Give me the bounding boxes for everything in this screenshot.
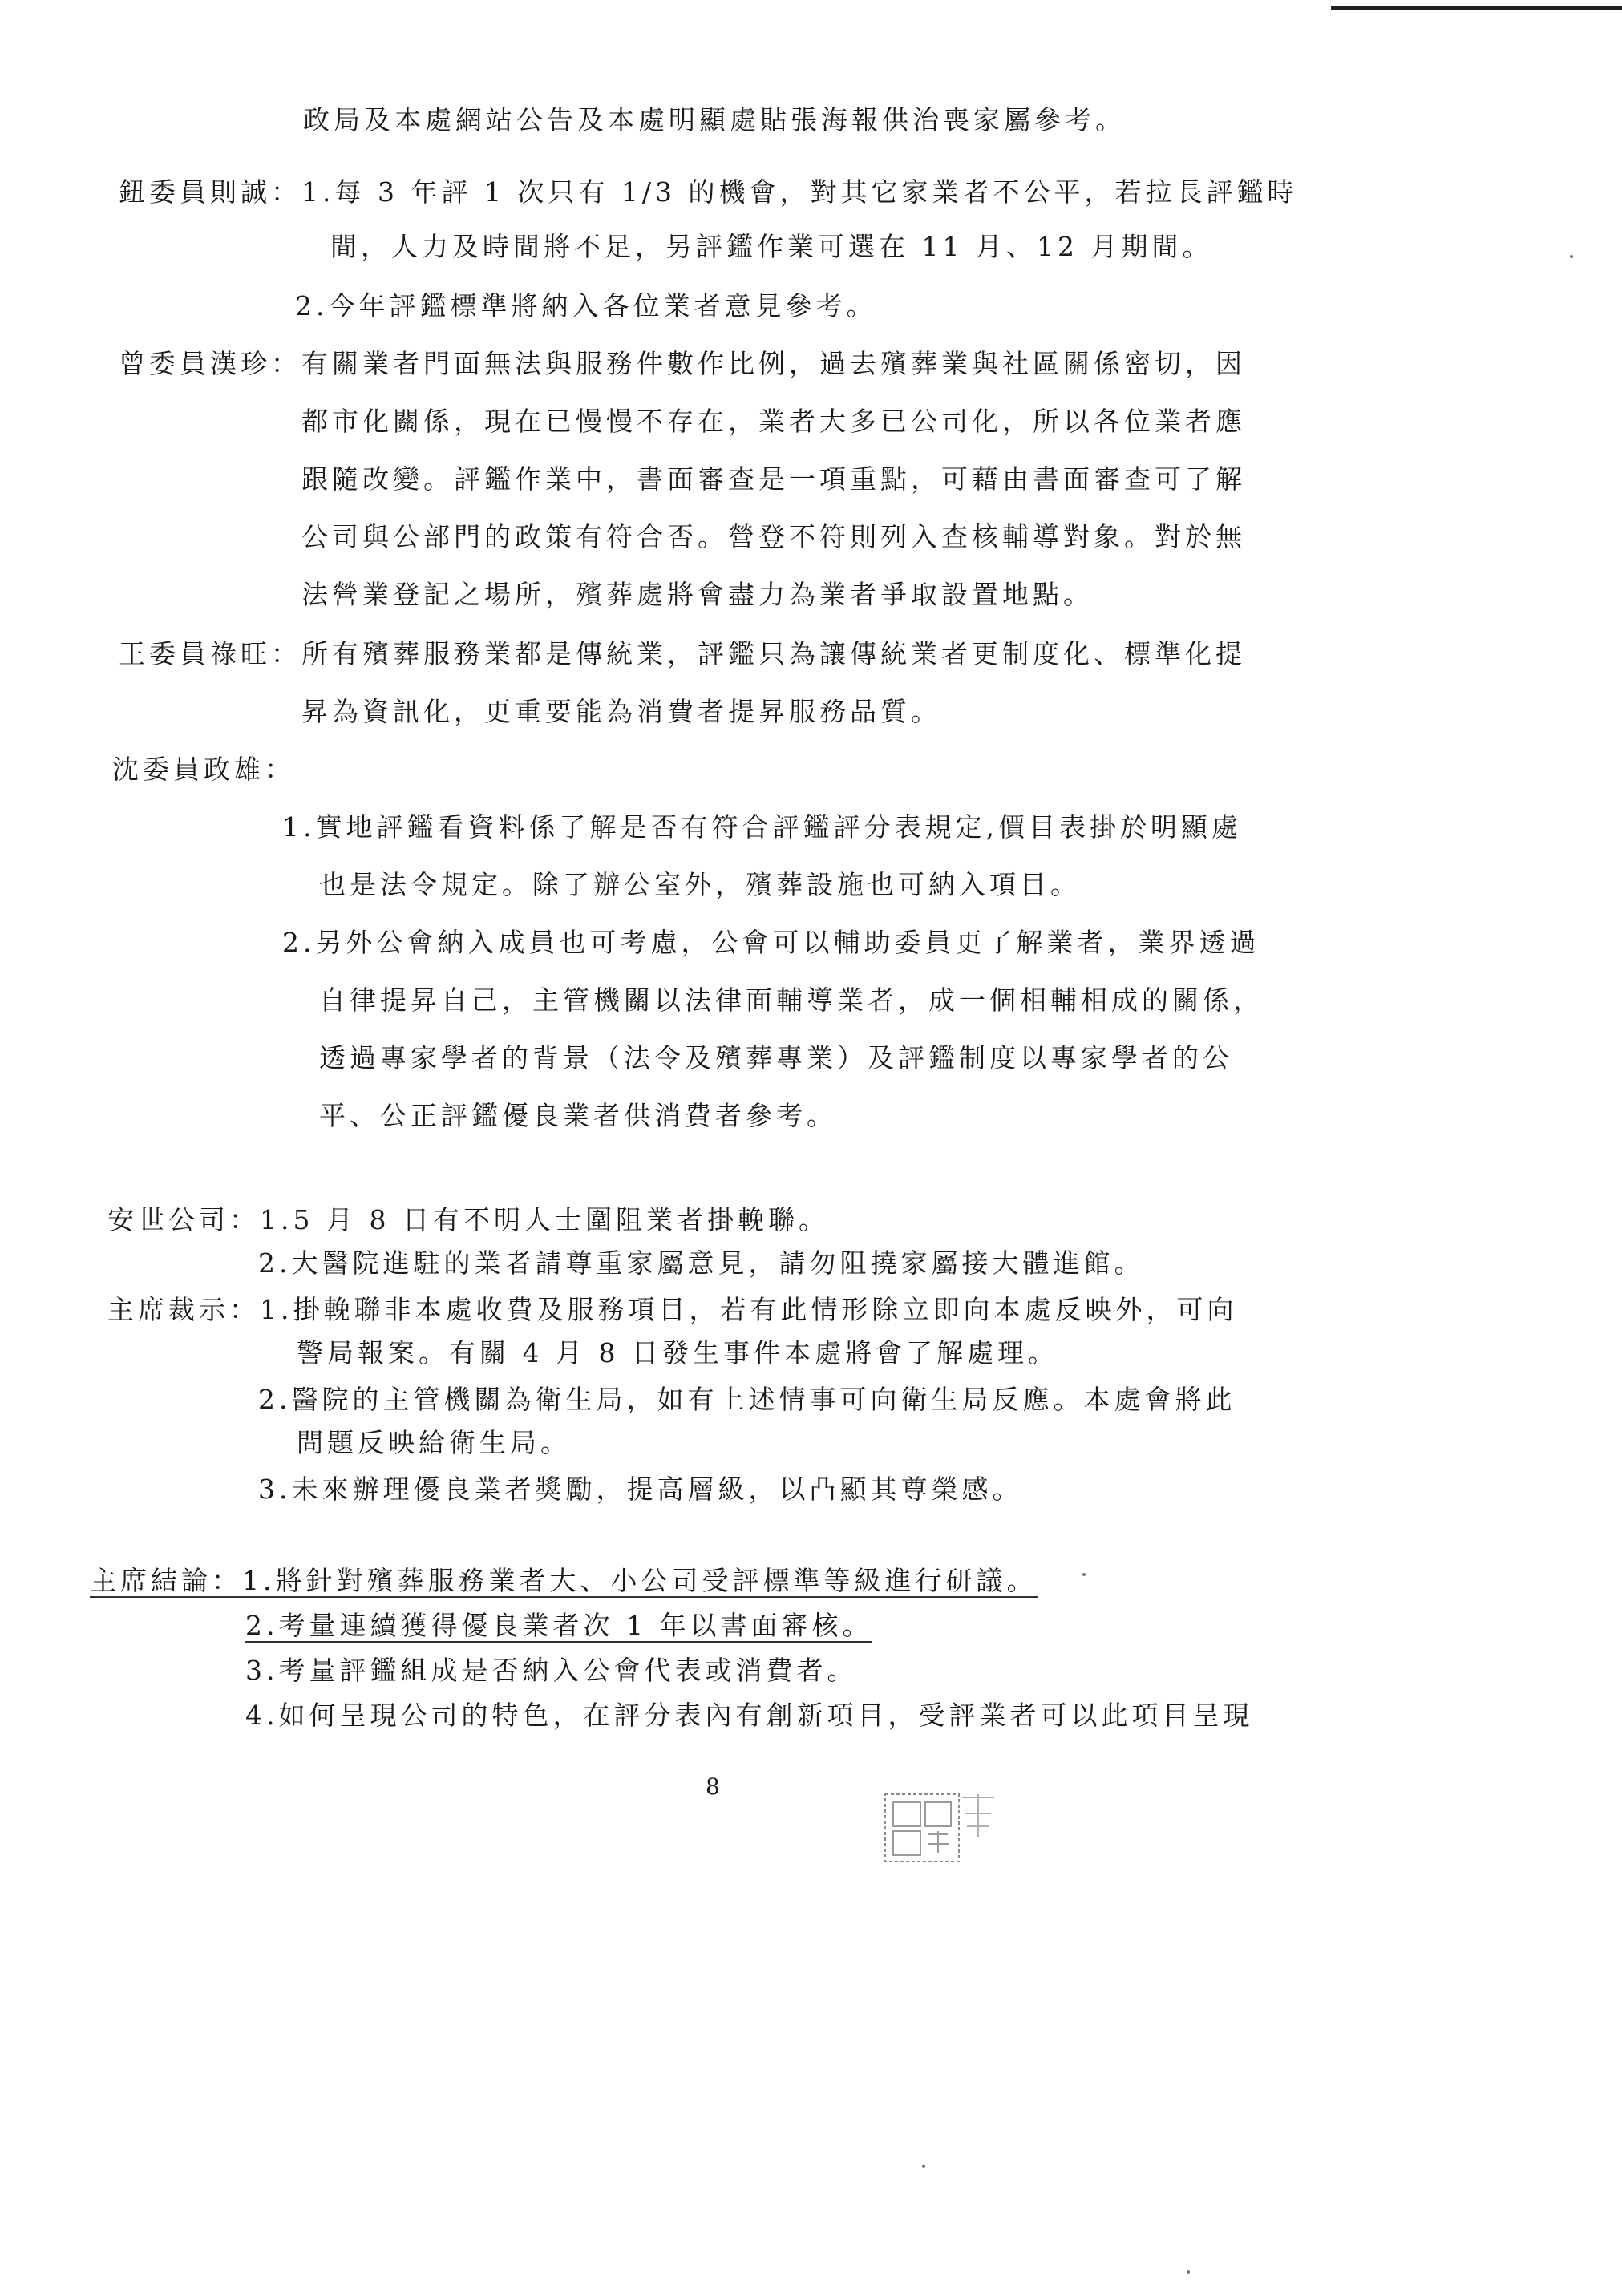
text-line: 2.今年評鑑標準將納入各位業者意見參考。: [295, 290, 877, 321]
text-line: 鈕委員則誠：1.每 3 年評 1 次只有 1/3 的機會，對其它家業者不公平，若拉長評鑑時: [119, 176, 1298, 208]
underlined-text: 主席結論：1.將針對殯葬服務業者大、小公司受評標準等級進行研議。: [90, 1565, 1038, 1596]
seal-stamp: [882, 1789, 1002, 1870]
text-line: 問題反映給衛生局。: [297, 1427, 571, 1458]
text-line: 1.實地評鑑看資料係了解是否有符合評鑑評分表規定,價目表掛於明顯處: [282, 811, 1242, 843]
text-line: 曾委員漢珍：有關業者門面無法與服務件數作比例，過去殯葬業與社區關係密切，因: [119, 348, 1246, 379]
text-line: 2.大醫院進駐的業者請尊重家屬意見，請勿阻撓家屬接大體進館。: [258, 1247, 1145, 1279]
underlined-text: 2.考量連續獲得優良業者次 1 年以書面審核。: [245, 1610, 873, 1641]
text-line: 跟隨改變。評鑑作業中，書面審查是一項重點，可藉由書面審查可了解: [301, 463, 1246, 495]
text-line: 也是法令規定。除了辦公室外，殯葬設施也可納入項目。: [319, 869, 1081, 900]
text-line: 4.如何呈現公司的特色，在評分表內有創新項目，受評業者可以此項目呈現: [245, 1700, 1254, 1731]
text-line: 昇為資訊化，更重要能為消費者提昇服務品質。: [301, 696, 941, 727]
text-line: 法營業登記之場所，殯葬處將會盡力為業者爭取設置地點。: [301, 579, 1094, 610]
text-line: 平、公正評鑑優良業者供消費者參考。: [319, 1100, 837, 1131]
page-number: 8: [706, 1773, 720, 1800]
text-line: 警局報案。有關 4 月 8 日發生事件本處將會了解處理。: [297, 1337, 1058, 1368]
text-line: 安世公司：1.5 月 8 日有不明人士圍阻業者掛輓聯。: [107, 1204, 829, 1235]
text-line: 自律提昇自己，主管機關以法律面輔導業者，成一個相輔相成的關係，: [319, 984, 1264, 1016]
text-line-underlined: [245, 1610, 872, 1642]
text-line: 王委員祿旺：所有殯葬服務業都是傳統業，評鑑只為讓傳統業者更制度化、標準化提: [119, 638, 1246, 669]
text-line: 公司與公部門的政策有符合否。營登不符則列入查核輔導對象。對於無: [301, 521, 1246, 552]
scan-speck: [1187, 2270, 1190, 2274]
scan-speck: [1570, 255, 1573, 258]
text-line: 3.未來辦理優良業者獎勵，提高層級，以凸顯其尊榮感。: [258, 1473, 1023, 1505]
scan-edge-line: [1331, 6, 1622, 10]
text-line: 透過專家學者的背景（法令及殯葬專業）及評鑑制度以專家學者的公: [319, 1042, 1233, 1073]
text-line-underlined: [90, 1565, 1038, 1597]
text-line: 2.另外公會納入成員也可考慮，公會可以輔助委員更了解業者，業界透過: [282, 927, 1260, 958]
text-line: 2.醫院的主管機關為衛生局，如有上述情事可向衛生局反應。本處會將此: [258, 1384, 1236, 1415]
scan-speck: [922, 2165, 925, 2168]
text-line: 都市化關係，現在已慢慢不存在，業者大多已公司化，所以各位業者應: [301, 406, 1246, 437]
text-line: 政局及本處網站公告及本處明顯處貼張海報供治喪家屬參考。: [303, 104, 1126, 135]
text-line: 沈委員政雄：: [112, 754, 295, 785]
text-line: 3.考量評鑑組成是否納入公會代表或消費者。: [245, 1655, 858, 1686]
text-line: 主席裁示：1.掛輓聯非本處收費及服務項目，若有此情形除立即向本處反映外，可向: [107, 1294, 1238, 1325]
text-line: 間，人力及時間將不足，另評鑑作業可選在 11 月、12 月期間。: [330, 231, 1213, 262]
scan-speck: [1082, 1573, 1086, 1576]
